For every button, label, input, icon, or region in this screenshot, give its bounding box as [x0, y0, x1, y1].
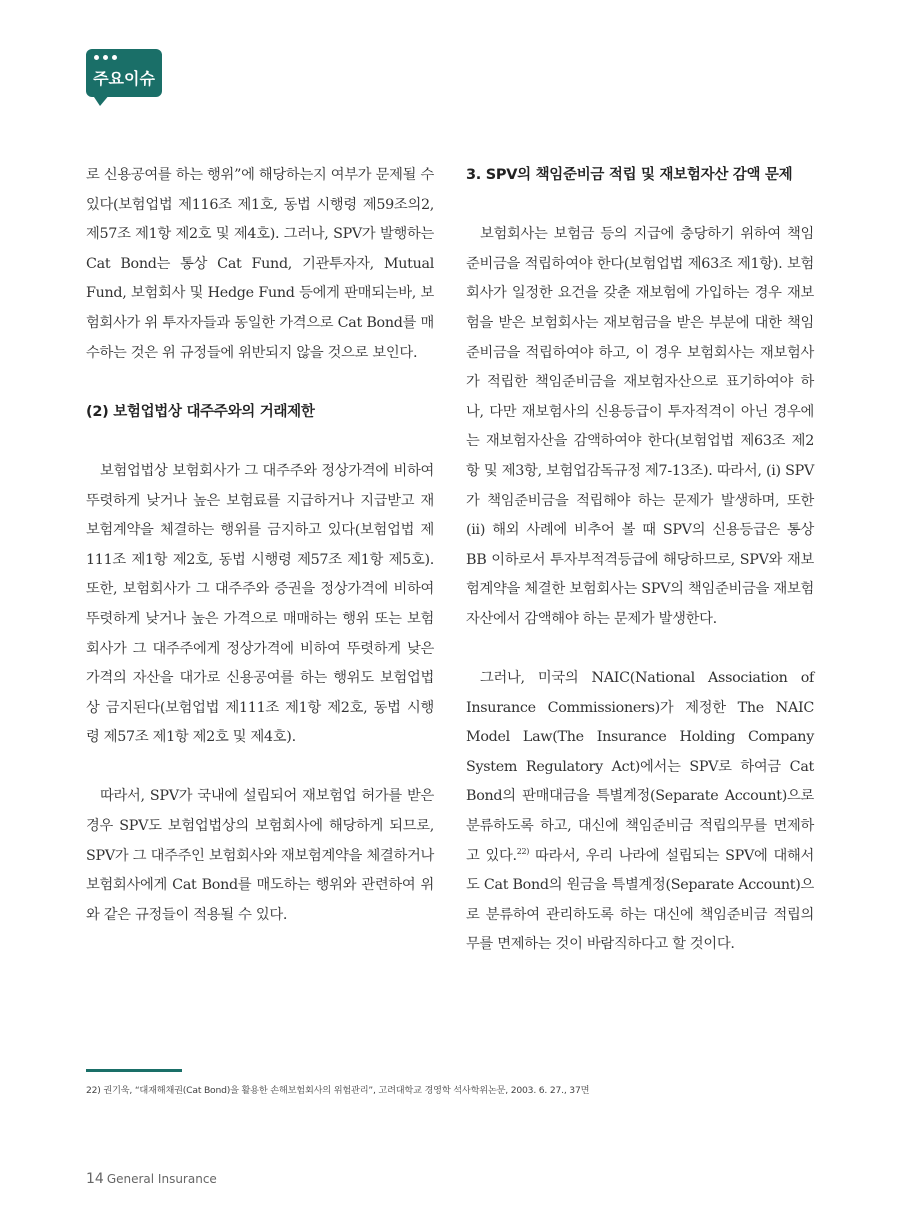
- section-heading-3: 3. SPV의 책임준비금 적립 및 재보험자산 감액 문제: [466, 167, 793, 183]
- paragraph-3: 따라서, SPV가 국내에 설립되어 재보험업 허가를 받은 경우 SPV도 보험업법상의 보험회사에 해당하게 되므로, SPV가 그 대주주인 보험회사와 재보험계약을 체결하거나 보험회사에게 Cat Bond를 매도하는 행위와 관련하여 위와 같은 규정들이 적용될 수 있다.: [86, 788, 434, 923]
- section-heading-2: (2) 보험업법상 대주주와의 거래제한: [86, 403, 315, 420]
- page-footer: [86, 1168, 217, 1187]
- paragraph-2: 보험업법상 보험회사가 그 대주주와 정상가격에 비하여 뚜렷하게 낮거나 높은 보험료를 지급하거나 지급받고 재보험계약을 체결하는 행위를 금지하고 있다(보험업법 제111조 제1항 제2호, 동법 시행령 제57조 제1항 제5호). 또한, 보험회사가 그 대주주와 증권을 정상가격에 비하여 뚜렷하게 낮거나 높은 가격으로 매매하는 행위 또는 보험회사가 그 대주주에게 정상가격에 비하여 뚜렷하게 낮은 가격의 자산을 대가로 신용공여를 하는 행위도 보험업법상 금지된다(보험업법 제111조 제1항 제2호, 동법 시행령 제57조 제1항 제2호 및 제4호).: [86, 462, 434, 746]
- left-column: [86, 161, 434, 930]
- paragraph-4: 보험회사는 보험금 등의 지급에 충당하기 위하여 책임준비금을 적립하여야 한다(보험업법 제63조 제1항). 보험회사가 일정한 요건을 갖춘 재보험에 가입하는 경우 재보험을 받은 보험회사는 재보험금을 받은 부분에 대한 책임준비금을 적립하여야 하고, 이 경우 보험회사는 재보험사가 적립한 책임준비금을 재보험자산으로 표기하여야 하나, 다만 재보험사의 신용등급이 투자적격이 아닌 경우에는 재보험자산을 감액하여야 한다(보험업법 제63조 제2항 및 제3항, 보험업감독규정 제7-13조). 따라서, (i) SPV가 책임준비금을 적립해야 하는 문제가 발생하며, 또한 (ii) 해외 사례에 비추어 볼 때 SPV의 신용등급은 통상 BB 이하로서 투자부적격등급에 해당하므로, SPV와 재보험계약을 체결한 보험회사는 SPV의 책임준비금을 재보험자산에서 감액해야 하는 문제가 발생한다.: [466, 226, 814, 627]
- paragraph-5-part-b: 따라서, 우리 나라에 설립되는 SPV에 대해서도 Cat Bond의 원금을 특별계정(Separate Account)으로 분류하여 관리하도록 하는 대신에 책임준비금 적립의무를 면제하는 것이 바람직하다고 할 것이다.: [466, 847, 814, 953]
- section-label: 주요이슈: [93, 69, 155, 88]
- paragraph-5: [466, 664, 814, 960]
- page-number: 14: [86, 1171, 104, 1187]
- ellipsis-icon: [94, 55, 117, 60]
- speech-bubble-tail: [92, 94, 110, 106]
- paragraph-5-part-a: 그러나, 미국의 NAIC(National Association of Insurance Commissioners)가 제정한 The NAIC Model Law(The Insurance Holding Company System Regulatory Act)에서는 SPV로 하여금 Cat Bond의 판매대금을 특별계정(Separate Account)으로 분류하도록 하고, 대신에 책임준비금 적립의무를 면제하고 있다.: [466, 670, 814, 864]
- paragraph-1: 로 신용공여를 하는 행위”에 해당하는지 여부가 문제될 수 있다(보험업법 제116조 제1호, 동법 시행령 제59조의2, 제57조 제1항 제2호 및 제4호). 그러나, SPV가 발행하는 Cat Bond는 통상 Cat Fund, 기관투자자, Mutual Fund, 보험회사 및 Hedge Fund 등에게 판매되는바, 보험회사가 위 투자자들과 동일한 가격으로 Cat Bond를 매수하는 것은 위 규정들에 위반되지 않을 것으로 보인다.: [86, 167, 434, 361]
- publication-name: General Insurance: [106, 1172, 217, 1186]
- footnote-22: 22) 권기욱, “대재해채권(Cat Bond)을 활용한 손해보험회사의 위험관리”, 고려대학교 경영학 석사학위논문, 2003. 6. 27., 37면: [86, 1085, 590, 1096]
- footnote-reference[interactable]: 22): [516, 846, 530, 856]
- section-badge: [86, 49, 162, 97]
- footnote-divider: [86, 1069, 182, 1072]
- right-column: [466, 161, 814, 960]
